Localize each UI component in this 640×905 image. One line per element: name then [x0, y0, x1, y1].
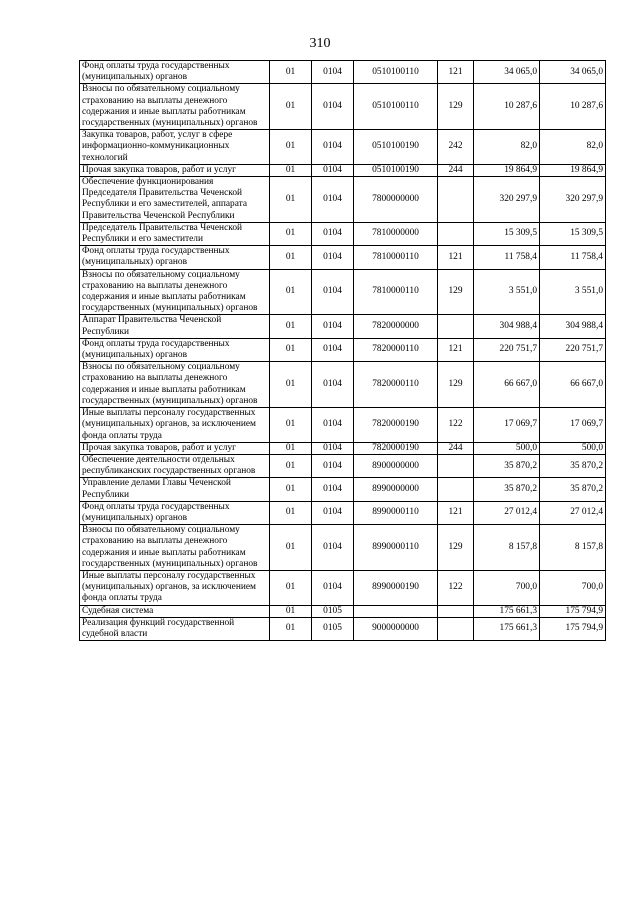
row-pr-cell: 0104	[312, 269, 354, 315]
row-sum1-cell: 10 287,6	[474, 84, 540, 130]
row-sum2-cell: 35 870,2	[540, 478, 606, 501]
row-csr-cell	[354, 605, 438, 617]
row-sum1-cell: 15 309,5	[474, 222, 540, 245]
row-csr-cell: 8990000110	[354, 501, 438, 524]
row-rz-cell: 01	[270, 605, 312, 617]
row-vr-cell: 129	[438, 525, 474, 571]
row-sum1-cell: 320 297,9	[474, 177, 540, 223]
row-vr-cell	[438, 315, 474, 338]
row-name-cell: Фонд оплаты труда государственных (муниципальных) органов	[80, 501, 270, 524]
row-name-cell: Управление делами Главы Чеченской Республики	[80, 478, 270, 501]
row-vr-cell: 121	[438, 61, 474, 84]
row-sum1-cell: 82,0	[474, 130, 540, 165]
row-sum2-cell: 10 287,6	[540, 84, 606, 130]
row-pr-cell: 0104	[312, 408, 354, 443]
row-sum2-cell: 27 012,4	[540, 501, 606, 524]
row-sum1-cell: 500,0	[474, 442, 540, 454]
table-row	[80, 478, 606, 501]
row-sum2-cell: 11 758,4	[540, 246, 606, 269]
row-name-cell: Взносы по обязательному социальному страхованию на выплаты денежного содержания и иные выплаты работникам государственных (муниципальных) органов	[80, 362, 270, 408]
row-vr-cell: 244	[438, 164, 474, 176]
row-sum2-cell: 175 794,9	[540, 617, 606, 640]
row-pr-cell: 0104	[312, 478, 354, 501]
row-vr-cell: 129	[438, 84, 474, 130]
table-row	[80, 442, 606, 454]
row-name-cell: Обеспечение функционирования Председателя Правительства Чеченской Республики и его заместителей, аппарата Правительства Чеченской Республики	[80, 177, 270, 223]
row-pr-cell: 0104	[312, 442, 354, 454]
row-pr-cell: 0104	[312, 130, 354, 165]
row-sum1-cell: 66 667,0	[474, 362, 540, 408]
table-body	[80, 61, 606, 641]
row-pr-cell: 0104	[312, 246, 354, 269]
row-pr-cell: 0104	[312, 525, 354, 571]
table-row	[80, 570, 606, 605]
row-rz-cell: 01	[270, 130, 312, 165]
row-sum1-cell: 34 065,0	[474, 61, 540, 84]
row-vr-cell	[438, 605, 474, 617]
row-csr-cell: 8990000190	[354, 570, 438, 605]
row-vr-cell: 129	[438, 269, 474, 315]
row-csr-cell: 7820000000	[354, 315, 438, 338]
row-sum1-cell: 3 551,0	[474, 269, 540, 315]
row-sum1-cell: 27 012,4	[474, 501, 540, 524]
row-rz-cell: 01	[270, 61, 312, 84]
row-sum2-cell: 82,0	[540, 130, 606, 165]
row-name-cell: Закупка товаров, работ, услуг в сфере информационно-коммуникационных технологий	[80, 130, 270, 165]
row-rz-cell: 01	[270, 338, 312, 361]
row-name-cell: Судебная система	[80, 605, 270, 617]
row-csr-cell: 8990000110	[354, 525, 438, 571]
row-sum1-cell: 304 988,4	[474, 315, 540, 338]
row-pr-cell: 0104	[312, 501, 354, 524]
row-name-cell: Прочая закупка товаров, работ и услуг	[80, 442, 270, 454]
row-rz-cell: 01	[270, 454, 312, 477]
row-sum2-cell: 66 667,0	[540, 362, 606, 408]
row-name-cell: Прочая закупка товаров, работ и услуг	[80, 164, 270, 176]
row-csr-cell: 7810000110	[354, 246, 438, 269]
row-csr-cell: 7810000000	[354, 222, 438, 245]
row-vr-cell: 122	[438, 408, 474, 443]
row-sum2-cell: 320 297,9	[540, 177, 606, 223]
row-vr-cell	[438, 222, 474, 245]
table-row	[80, 84, 606, 130]
row-vr-cell: 129	[438, 362, 474, 408]
table-row	[80, 362, 606, 408]
row-csr-cell: 9000000000	[354, 617, 438, 640]
row-pr-cell: 0104	[312, 177, 354, 223]
row-rz-cell: 01	[270, 177, 312, 223]
row-csr-cell: 7820000110	[354, 362, 438, 408]
row-rz-cell: 01	[270, 362, 312, 408]
table-row	[80, 617, 606, 640]
row-name-cell: Фонд оплаты труда государственных (муниципальных) органов	[80, 338, 270, 361]
row-rz-cell: 01	[270, 442, 312, 454]
row-csr-cell: 7820000110	[354, 338, 438, 361]
row-sum1-cell: 8 157,8	[474, 525, 540, 571]
row-pr-cell: 0104	[312, 222, 354, 245]
row-name-cell: Иные выплаты персоналу государственных (муниципальных) органов, за исключением фонда оплаты труда	[80, 570, 270, 605]
table-row	[80, 177, 606, 223]
row-csr-cell: 8900000000	[354, 454, 438, 477]
table-row	[80, 222, 606, 245]
table-row	[80, 408, 606, 443]
row-rz-cell: 01	[270, 617, 312, 640]
table-row	[80, 338, 606, 361]
row-vr-cell: 121	[438, 338, 474, 361]
row-vr-cell: 242	[438, 130, 474, 165]
row-name-cell: Аппарат Правительства Чеченской Республики	[80, 315, 270, 338]
row-csr-cell: 7800000000	[354, 177, 438, 223]
row-csr-cell: 7820000190	[354, 408, 438, 443]
row-sum1-cell: 175 661,3	[474, 605, 540, 617]
row-sum1-cell: 220 751,7	[474, 338, 540, 361]
row-pr-cell: 0104	[312, 338, 354, 361]
row-sum1-cell: 17 069,7	[474, 408, 540, 443]
row-rz-cell: 01	[270, 501, 312, 524]
row-name-cell: Иные выплаты персоналу государственных (муниципальных) органов, за исключением фонда оплаты труда	[80, 408, 270, 443]
row-pr-cell: 0105	[312, 605, 354, 617]
row-csr-cell: 0510100110	[354, 84, 438, 130]
table-row	[80, 605, 606, 617]
row-vr-cell: 121	[438, 501, 474, 524]
row-rz-cell: 01	[270, 84, 312, 130]
table-row	[80, 246, 606, 269]
row-csr-cell: 0510100190	[354, 130, 438, 165]
row-sum2-cell: 19 864,9	[540, 164, 606, 176]
table-row	[80, 501, 606, 524]
row-sum2-cell: 175 794,9	[540, 605, 606, 617]
row-name-cell: Председатель Правительства Чеченской Республики и его заместители	[80, 222, 270, 245]
row-sum1-cell: 175 661,3	[474, 617, 540, 640]
row-sum1-cell: 35 870,2	[474, 478, 540, 501]
row-sum2-cell: 304 988,4	[540, 315, 606, 338]
row-rz-cell: 01	[270, 525, 312, 571]
row-sum1-cell: 35 870,2	[474, 454, 540, 477]
row-rz-cell: 01	[270, 478, 312, 501]
row-csr-cell: 7810000110	[354, 269, 438, 315]
row-pr-cell: 0104	[312, 570, 354, 605]
row-sum2-cell: 3 551,0	[540, 269, 606, 315]
row-pr-cell: 0104	[312, 84, 354, 130]
row-sum2-cell: 500,0	[540, 442, 606, 454]
row-vr-cell: 121	[438, 246, 474, 269]
row-vr-cell: 244	[438, 442, 474, 454]
row-rz-cell: 01	[270, 222, 312, 245]
table-row	[80, 315, 606, 338]
row-csr-cell: 8990000000	[354, 478, 438, 501]
row-sum2-cell: 8 157,8	[540, 525, 606, 571]
row-sum1-cell: 19 864,9	[474, 164, 540, 176]
row-pr-cell: 0105	[312, 617, 354, 640]
row-rz-cell: 01	[270, 408, 312, 443]
row-sum2-cell: 17 069,7	[540, 408, 606, 443]
row-sum2-cell: 700,0	[540, 570, 606, 605]
row-csr-cell: 0510100110	[354, 61, 438, 84]
row-sum2-cell: 15 309,5	[540, 222, 606, 245]
table-row	[80, 525, 606, 571]
row-pr-cell: 0104	[312, 164, 354, 176]
row-pr-cell: 0104	[312, 61, 354, 84]
row-sum2-cell: 220 751,7	[540, 338, 606, 361]
page-number: 310	[309, 36, 331, 51]
row-vr-cell: 122	[438, 570, 474, 605]
table-row	[80, 130, 606, 165]
row-vr-cell	[438, 454, 474, 477]
row-rz-cell: 01	[270, 570, 312, 605]
row-pr-cell: 0104	[312, 454, 354, 477]
row-name-cell: Фонд оплаты труда государственных (муниципальных) органов	[80, 61, 270, 84]
budget-table	[79, 60, 606, 641]
row-name-cell: Реализация функций государственной судебной власти	[80, 617, 270, 640]
row-rz-cell: 01	[270, 164, 312, 176]
table-row	[80, 164, 606, 176]
row-rz-cell: 01	[270, 246, 312, 269]
row-sum2-cell: 35 870,2	[540, 454, 606, 477]
row-name-cell: Взносы по обязательному социальному страхованию на выплаты денежного содержания и иные выплаты работникам государственных (муниципальных) органов	[80, 84, 270, 130]
row-vr-cell	[438, 617, 474, 640]
row-vr-cell	[438, 177, 474, 223]
row-sum2-cell: 34 065,0	[540, 61, 606, 84]
row-name-cell: Обеспечение деятельности отдельных республиканских государственных органов	[80, 454, 270, 477]
row-name-cell: Взносы по обязательному социальному страхованию на выплаты денежного содержания и иные выплаты работникам государственных (муниципальных) органов	[80, 525, 270, 571]
row-sum1-cell: 11 758,4	[474, 246, 540, 269]
table-row	[80, 61, 606, 84]
row-name-cell: Взносы по обязательному социальному страхованию на выплаты денежного содержания и иные выплаты работникам государственных (муниципальных) органов	[80, 269, 270, 315]
row-csr-cell: 7820000190	[354, 442, 438, 454]
row-vr-cell	[438, 478, 474, 501]
row-sum1-cell: 700,0	[474, 570, 540, 605]
table-row	[80, 454, 606, 477]
row-csr-cell: 0510100190	[354, 164, 438, 176]
row-name-cell: Фонд оплаты труда государственных (муниципальных) органов	[80, 246, 270, 269]
row-pr-cell: 0104	[312, 362, 354, 408]
row-pr-cell: 0104	[312, 315, 354, 338]
row-rz-cell: 01	[270, 269, 312, 315]
table-row	[80, 269, 606, 315]
row-rz-cell: 01	[270, 315, 312, 338]
